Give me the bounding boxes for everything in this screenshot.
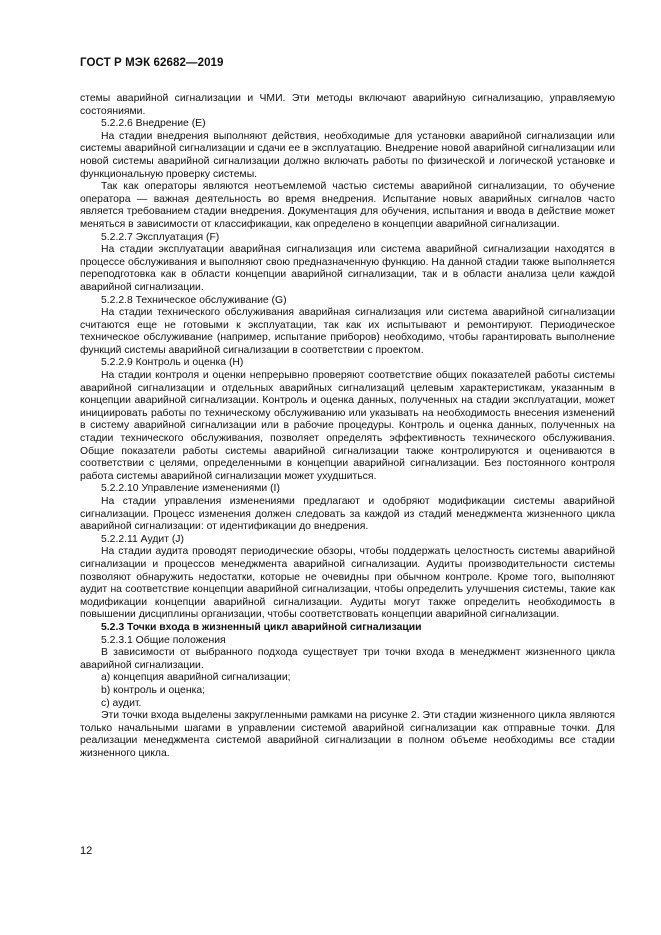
paragraph: На стадии внедрения выполняют действия, необходимые для установки аварийной сигнализации или системы аварийной сигнализации и сдачи ее в эксплуатацию. Внедрение новой аварийной сигнализации или новой системы аварийной сигнализации должно включать работы по физической и логической установке и функциональную проверку системы. (80, 130, 615, 180)
page-content (80, 93, 615, 760)
section-title-5-2-2-7: 5.2.2.7 Эксплуатация (F) (101, 231, 220, 243)
paragraph: В зависимости от выбранного подхода существует три точки входа в менеджмент жизненного цикла аварийной сигнализации. (80, 647, 615, 671)
list-item-c: c) аудит. (101, 697, 142, 709)
paragraph: На стадии аудита проводят периодические обзоры, чтобы поддержать целостность системы аварийной сигнализации и процессов менеджмента аварийной сигнализации. Аудиты производительности системы позволяют обнаружить недостатки, которые не очевидны при обычном контроле. Кроме того, выполняют аудит на соответствие концепции аварийной сигнализации, чтобы определить улучшения системы, такие как модификации концепции аварийной сигнализации. Аудиты могут также определить необходимость в повышении дисциплины организации, чтобы соответствовать концепции аварийной сигнализации. (80, 546, 615, 621)
paragraph: Эти точки входа выделены закругленными рамками на рисунке 2. Эти стадии жизненного цикла являются только начальными шагами в управлении системой аварийной сигнализации как отправные точки. Для реализации менеджмента системой аварийной сигнализации в полном объеме необходимы все стадии жизненного цикла. (80, 710, 615, 759)
paragraph-continuation: стемы аварийной сигнализации и ЧМИ. Эти методы включают аварийную сигнализацию, управляемую состояниями. (80, 93, 615, 117)
paragraph: На стадии управления изменениями предлагают и одобряют модификации системы аварийной сигнализации. Процесс изменения должен следовать за каждой из стадий менеджмента жизненного цикла аварийной сигнализации: от идентификации до внедрения. (80, 496, 615, 533)
paragraph: Так как операторы являются неотъемлемой частью системы аварийной сигнализации, то обучение оператора — важная деятельность во время внедрения. Испытание новых аварийных сигналов часто является требованием стадии внедрения. Документация для обучения, испытания и ввода в действие может меняться в зависимости от классификации, как определено в концепции аварийной сигнализации. (80, 181, 615, 230)
paragraph: На стадии эксплуатации аварийная сигнализация или система аварийной сигнализации находятся в процессе обслуживания и выполняют свою предназначенную функцию. На данной стадии также выполняется переподготовка как в области концепции аварийной сигнализации, так и в области анализа цели каждой аварийной сигнализации. (80, 244, 615, 293)
section-title-5-2-3-1: 5.2.3.1 Общие положения (101, 634, 226, 646)
section-title-5-2-2-8: 5.2.2.8 Техническое обслуживание (G) (101, 294, 287, 306)
list-item-a: a) концепция аварийной сигнализации; (101, 672, 291, 684)
section-heading-5-2-3: 5.2.3 Точки входа в жизненный цикл аварийной сигнализации (101, 621, 422, 633)
section-title-5-2-2-9: 5.2.2.9 Контроль и оценка (H) (101, 357, 244, 369)
paragraph: На стадии технического обслуживания аварийная сигнализация или система аварийной сигнализации считаются еще не готовыми к эксплуатации, так как их испытывают и ремонтируют. Периодическое техническое обслуживание (например, испытание приборов) необходимо, чтобы гарантировать выполнение функций системы аварийной сигнализации в соответствии с проектом. (80, 307, 615, 356)
document-header: ГОСТ Р МЭК 62682—2019 (80, 57, 224, 69)
section-title-5-2-2-6: 5.2.2.6 Внедрение (E) (101, 118, 206, 130)
paragraph: На стадии контроля и оценки непрерывно проверяют соответствие общих показателей работы системы аварийной сигнализации и отдельных аварийных сигнализаций целевым характеристикам, указанным в концепции аварийной сигнализации. Контроль и оценка данных, полученных на стадии эксплуатации, может инициировать работы по техническому обслуживанию или указывать на необходимость внесения изменений в систему аварийной сигнализации или в рабочие процедуры. Контроль и оценка данных, полученных на стадии технического обслуживания, позволяет определять эффективность технического обслуживания. Общие показатели работы системы аварийной сигнализации также контролируются и оцениваются в соответствии с целями, определенными в концепции аварийной сигнализации. Без постоянного контроля работа системы аварийной сигнализации может ухудшиться. (80, 370, 615, 482)
list-item-b: b) контроль и оценка; (101, 684, 206, 696)
page-number: 12 (80, 845, 93, 857)
section-title-5-2-2-10: 5.2.2.10 Управление изменениями (I) (101, 483, 280, 495)
section-title-5-2-2-11: 5.2.2.11 Аудит (J) (101, 533, 184, 545)
